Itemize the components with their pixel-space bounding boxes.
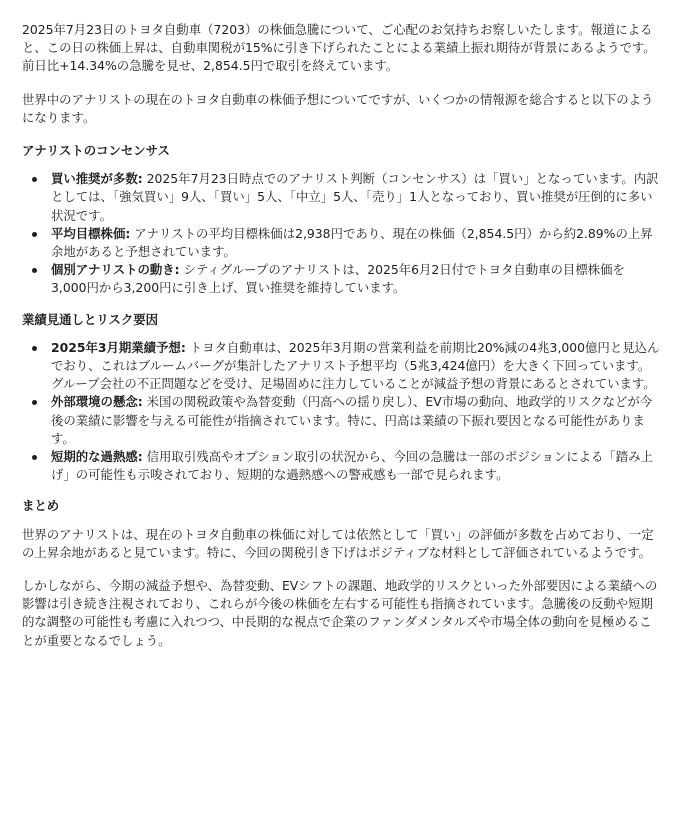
list-item — [22, 339, 660, 394]
list-item — [22, 225, 660, 261]
list-item-text: 2025年7月23日時点でのアナリスト判断（コンセンサス）は「買い」となっています。内訳としては、「強気買い」9人、「買い」5人、「中立」5人、「売り」1人となっており、買い推奨が圧倒的に多い状況です。 — [51, 171, 659, 223]
list-item-term: 平均目標株価: — [51, 225, 131, 241]
risks-heading: 業績見通しとリスク要因 — [22, 311, 159, 327]
list-item-term: 外部環境の懸念: — [51, 394, 143, 410]
list-item-term: 短期的な過熱感: — [51, 449, 143, 465]
intro-paragraph-1: 2025年7月23日のトヨタ自動車（7203）の株価急騰について、ご心配のお気持ちお察しいたします。報道によると、この日の株価上昇は、自動車関税が15%に引き下げられたことによる業績上振れ期待が背景にあるようです。前日比+14.34%の急騰を見せ、2,854.5円で取引を終えています。 — [22, 22, 656, 74]
list-item-text: シティグループのアナリストは、2025年6月2日付でトヨタ自動車の目標株価を3,000円から3,200円に引き上げ、買い推奨を維持しています。 — [51, 262, 625, 296]
list-item-text: 信用取引残高やオプション取引の状況から、今回の急騰は一部のポジションによる「踏み上げ」の可能性も示唆されており、短期的な過熱感への警戒感も一部で見られます。 — [51, 449, 653, 483]
summary-paragraph-1: 世界のアナリストは、現在のトヨタ自動車の株価に対しては依然として「買い」の評価が多数を占めており、一定の上昇余地があると見ています。特に、今回の関税引き下げはポジティブな材料として評価されているようです。 — [22, 526, 654, 560]
list-item-text: 米国の関税政策や為替変動（円高への揺り戻し）、EV市場の動向、地政学的リスクなどが今後の業績に影響を与える可能性が指摘されています。特に、円高は業績の下振れ要因となる可能性があります。 — [51, 394, 653, 446]
list-item-text: アナリストの平均目標株価は2,938円であり、現在の株価（2,854.5円）から約2.89%の上昇余地があると予想されています。 — [51, 225, 653, 260]
list-item-term: 買い推奨が多数: — [51, 171, 143, 187]
list-item-term: 2025年3月期業績予想: — [51, 339, 186, 355]
list-item — [22, 448, 660, 484]
consensus-heading: アナリストのコンセンサス — [22, 143, 170, 159]
summary-heading: まとめ — [22, 498, 60, 514]
intro-paragraph-2: 世界中のアナリストの現在のトヨタ自動車の株価予想についてですが、いくつかの情報源を総合すると以下のようになります。 — [22, 91, 654, 125]
list-item-text: トヨタ自動車は、2025年3月期の営業利益を前期比20%減の4兆3,000億円と見込んでおり、これはブルームバーグが集計したアナリスト予想平均（5兆3,424億円）を大きく下回っています。グループ会社の不正問題などを受け、足場固めに注力していることが減益予想の背景にあるとされています。 — [51, 339, 660, 392]
list-item — [22, 170, 660, 225]
list-item-term: 個別アナリストの動き: — [51, 262, 180, 278]
list-item — [22, 261, 660, 297]
summary-paragraph-2: しかしながら、今期の減益予想や、為替変動、EVシフトの課題、地政学的リスクといった外部要因による業績への影響は引き続き注視されており、これらが今後の株価を左右する可能性も指摘されています。急騰後の反動や短期的な調整の可能性も考慮に入れつつ、中長期的な視点で企業のファンダメンタルズや市場全体の動向を見極めることが重要となるでしょう。 — [22, 578, 658, 648]
risks-list — [22, 339, 660, 485]
consensus-list — [22, 170, 660, 297]
list-item — [22, 393, 660, 448]
